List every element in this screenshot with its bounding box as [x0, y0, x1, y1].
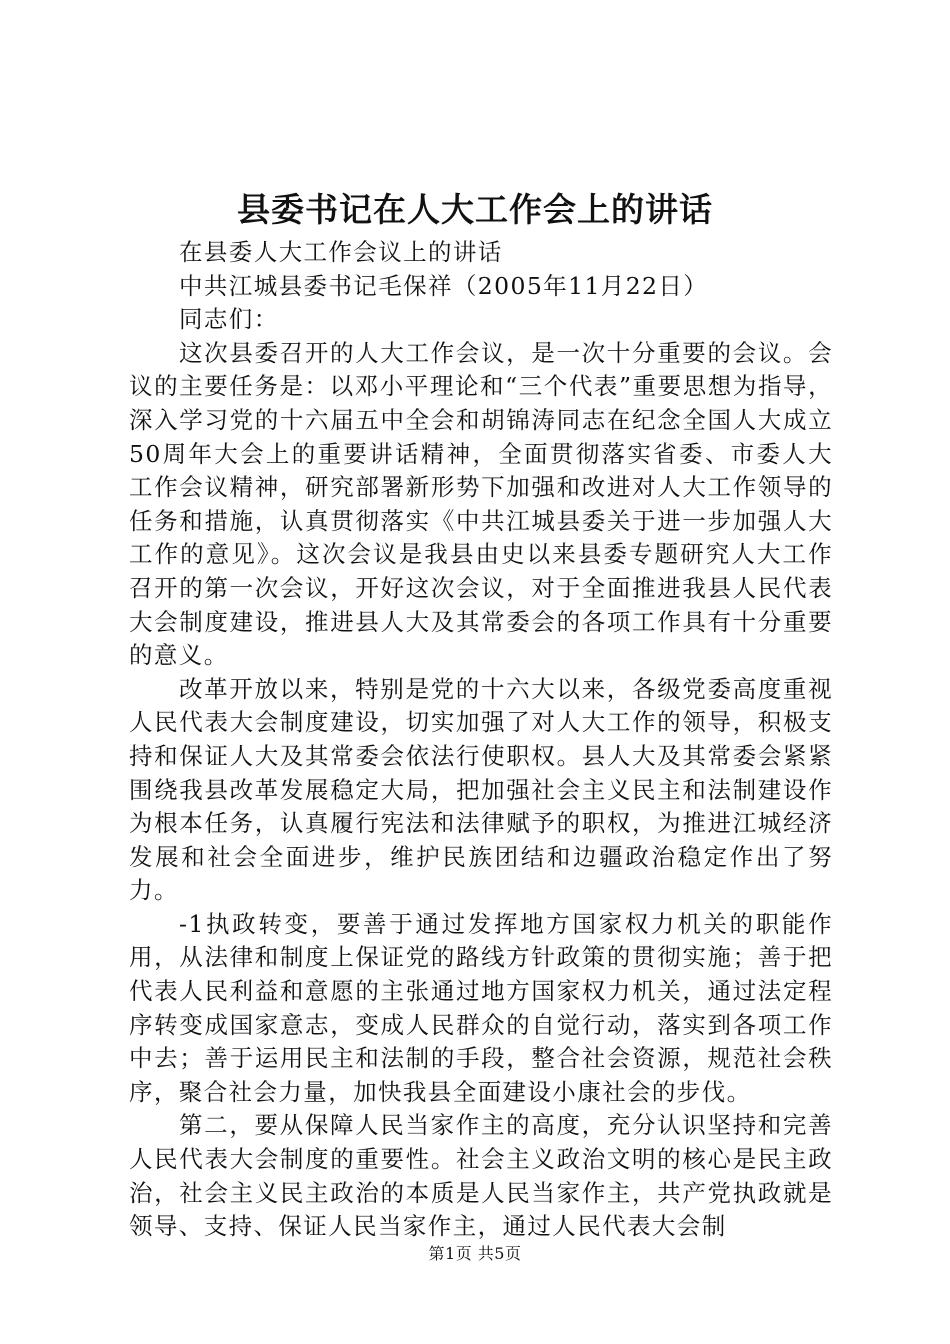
document-title: 县委书记在人大工作会上的讲话 [237, 190, 713, 229]
page-footer: 第1页 共5页 [428, 1244, 522, 1263]
speech-subtitle: 在县委人大工作会议上的讲话 [179, 238, 503, 266]
paragraph-4: 第二，要从保障人民当家作主的高度，充分认识坚持和完善人民代表大会制度的重要性。社会主义政治文明的核心是民主政治，社会主义民主政治的本质是人民当家作主，共产党执政就是领导、支持、保证人民当家作主，通过人民代表大会制 [129, 1111, 833, 1241]
document-body [129, 236, 833, 1244]
paragraph-1: 这次县委召开的人大工作会议，是一次十分重要的会议。会议的主要任务是：以邓小平理论和“三个代表”重要思想为指导，深入学习党的十六届五中全会和胡锦涛同志在纪念全国人大成立50周年大会上的重要讲话精神，全面贯彻落实省委、市委人大工作会议精神，研究部署新形势下加强和改进对人大工作领导的任务和措施，认真贯彻落实《中共江城县委关于进一步加强人大工作的意见》。这次会议是我县由史以来县委专题研究人大工作召开的第一次会议，开好这次会议，对于全面推进我县人民代表大会制度建设，推进县人大及其常委会的各项工作具有十分重要的意义。 [129, 338, 833, 670]
paragraph-2: 改革开放以来，特别是党的十六大以来，各级党委高度重视人民代表大会制度建设，切实加强了对人大工作的领导，积极支持和保证人大及其常委会依法行使职权。县人大及其常委会紧紧围绕我县改革发展稳定大局，把加强社会主义民主和法制建设作为根本任务，认真履行宪法和法律赋予的职权，为推进江城经济发展和社会全面进步，维护民族团结和边疆政治稳定作出了努力。 [129, 674, 833, 905]
paragraph-3: -1执政转变，要善于通过发挥地方国家权力机关的职能作用，从法律和制度上保证党的路线方针政策的贯彻实施；善于把代表人民利益和意愿的主张通过地方国家权力机关，通过法定程序转变成国家意志，变成人民群众的自觉行动，落实到各项工作中去；善于运用民主和法制的手段，整合社会资源，规范社会秩序，聚合社会力量，加快我县全面建设小康社会的步伐。 [129, 909, 833, 1106]
speaker-line: 中共江城县委书记毛保祥（2005年11月22日） [179, 271, 709, 300]
salutation: 同志们： [179, 305, 279, 334]
